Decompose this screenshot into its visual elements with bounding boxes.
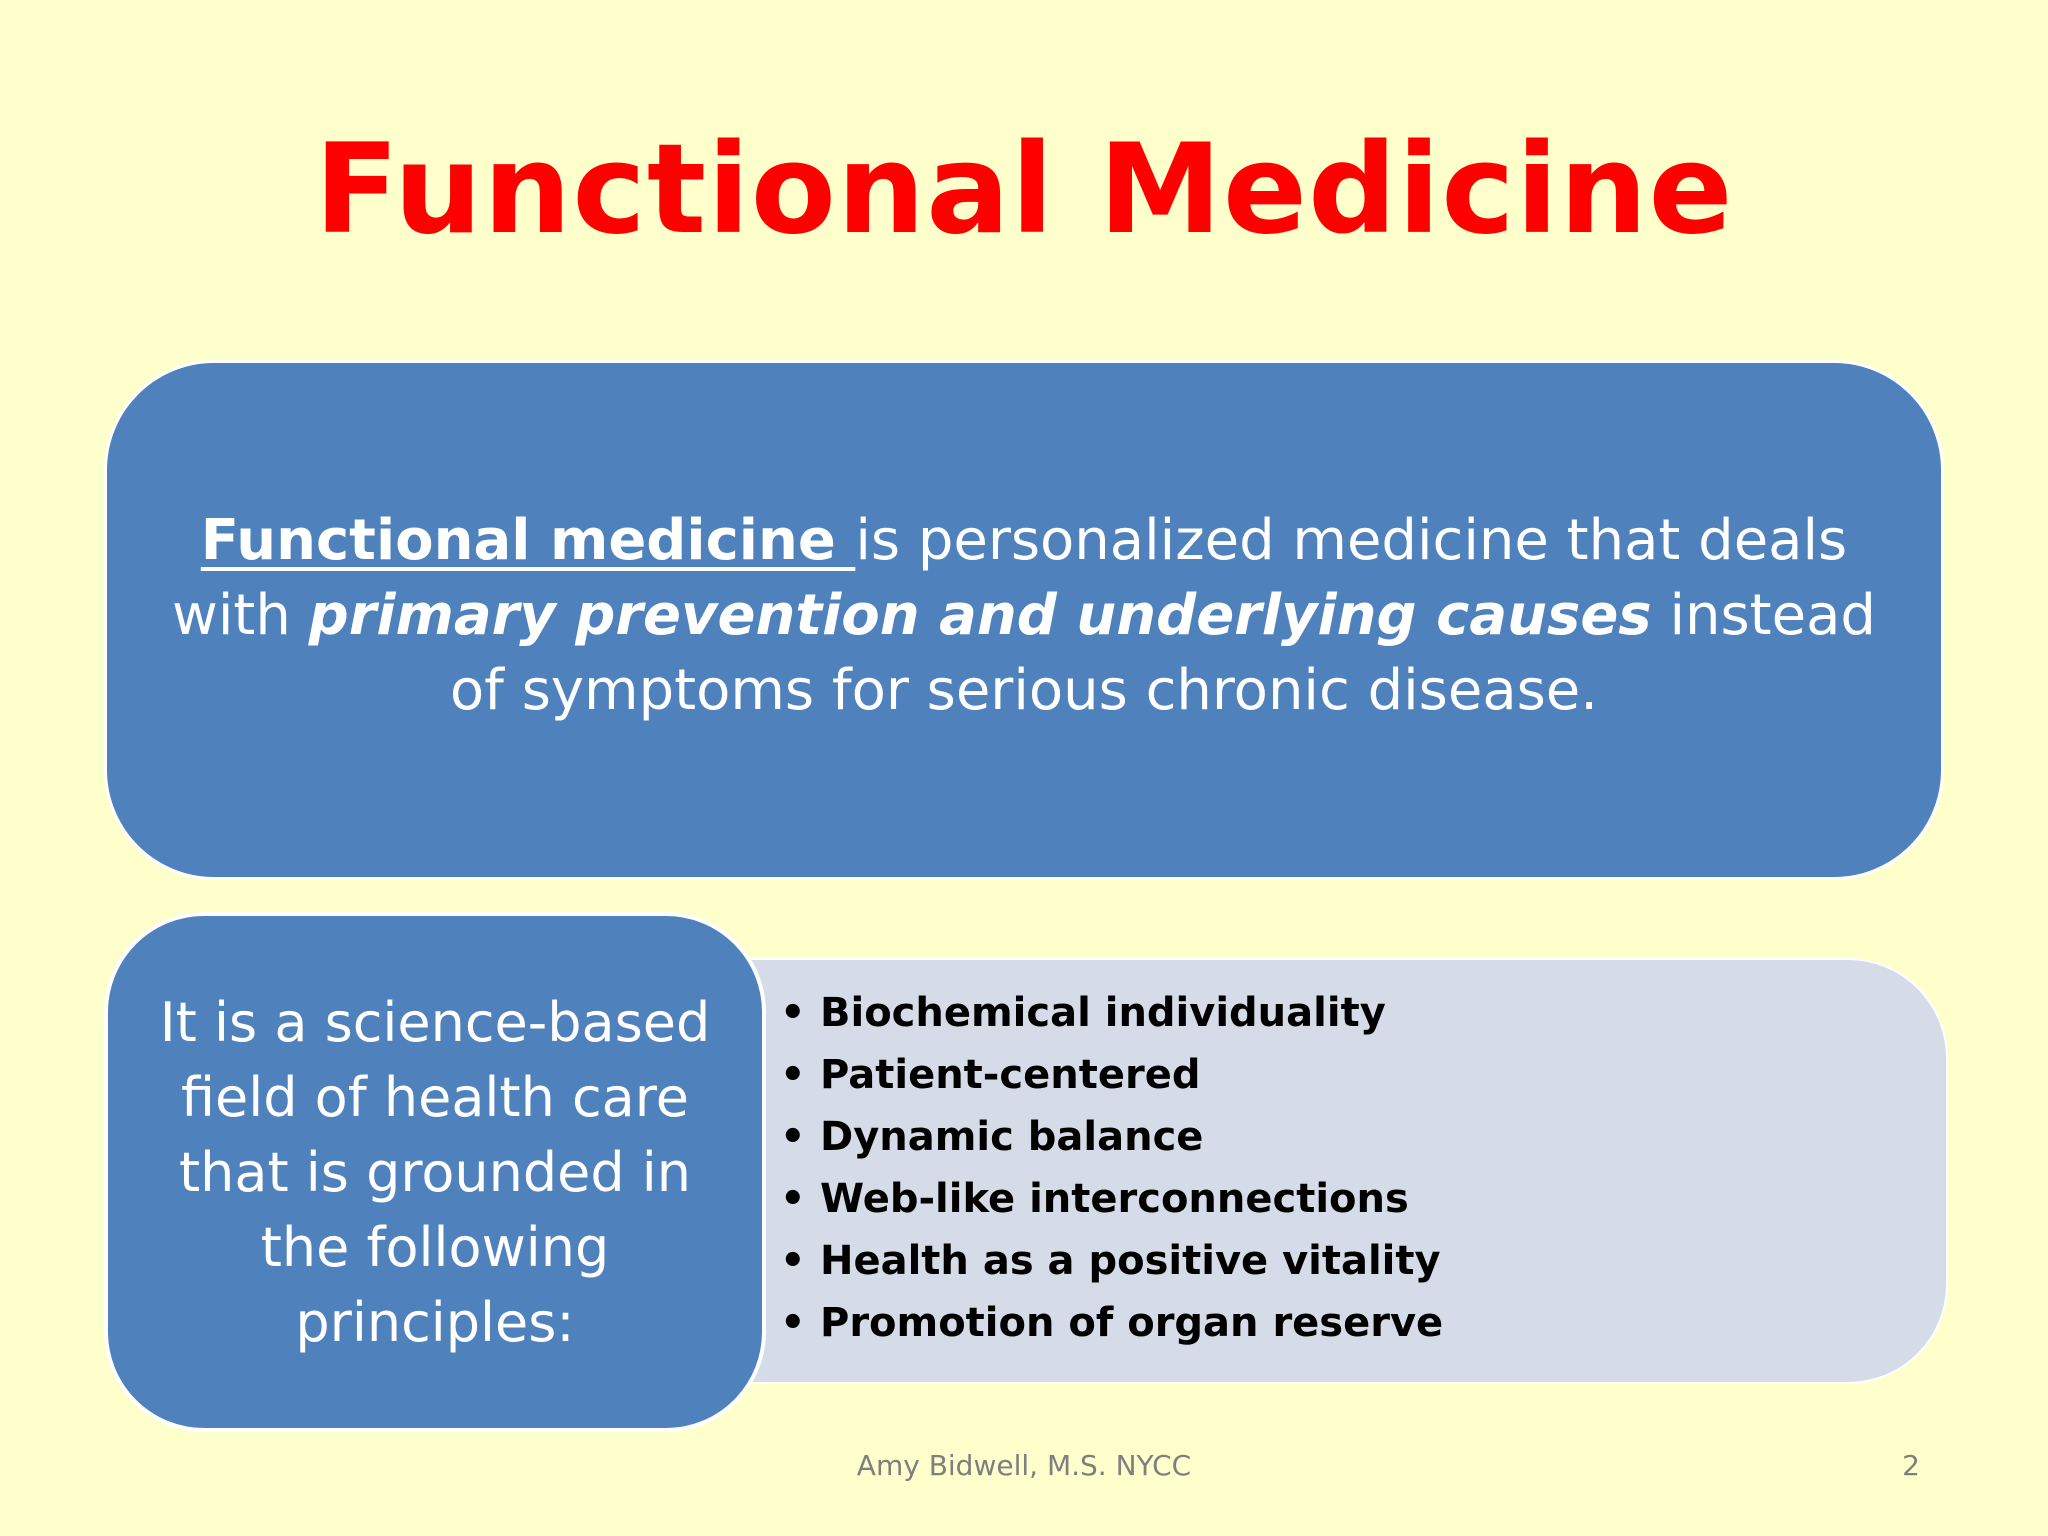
- definition-emphasis: primary prevention and underlying causes: [308, 582, 1652, 648]
- principle-label: Web-like interconnections: [820, 1176, 1409, 1222]
- list-item: [780, 1106, 1443, 1168]
- definition-text: [144, 503, 1904, 728]
- bullet-icon: •: [780, 990, 806, 1036]
- definition-part-2: instead of symptoms for serious chronic disease.: [449, 582, 1876, 723]
- principle-label: Health as a positive vitality: [820, 1238, 1441, 1284]
- bullet-icon: •: [780, 1238, 806, 1284]
- list-item: [780, 982, 1443, 1044]
- page-number: 2: [1902, 1449, 1920, 1482]
- intro-box: [104, 912, 766, 1432]
- list-item: [780, 1292, 1443, 1354]
- list-item: [780, 1168, 1443, 1230]
- principle-label: Biochemical individuality: [820, 990, 1386, 1036]
- bullet-icon: •: [780, 1300, 806, 1346]
- definition-part-1: is personalized medicine that deals with: [172, 507, 1848, 648]
- intro-text: It is a science-based field of health care that is grounded in the following principles:: [159, 990, 711, 1354]
- list-item: [780, 1044, 1443, 1106]
- bullet-icon: •: [780, 1114, 806, 1160]
- slide-title: Functional Medicine: [314, 118, 1734, 262]
- principle-label: Patient-centered: [820, 1052, 1201, 1098]
- definition-term: Functional medicine: [200, 507, 856, 573]
- slide-footer: Amy Bidwell, M.S. NYCC: [856, 1449, 1192, 1482]
- list-item: [780, 1230, 1443, 1292]
- bullet-icon: •: [780, 1176, 806, 1222]
- principle-label: Promotion of organ reserve: [820, 1300, 1444, 1346]
- bullet-icon: •: [780, 1052, 806, 1098]
- definition-box: [104, 360, 1944, 880]
- principle-label: Dynamic balance: [820, 1114, 1204, 1160]
- principles-list: [780, 982, 1443, 1354]
